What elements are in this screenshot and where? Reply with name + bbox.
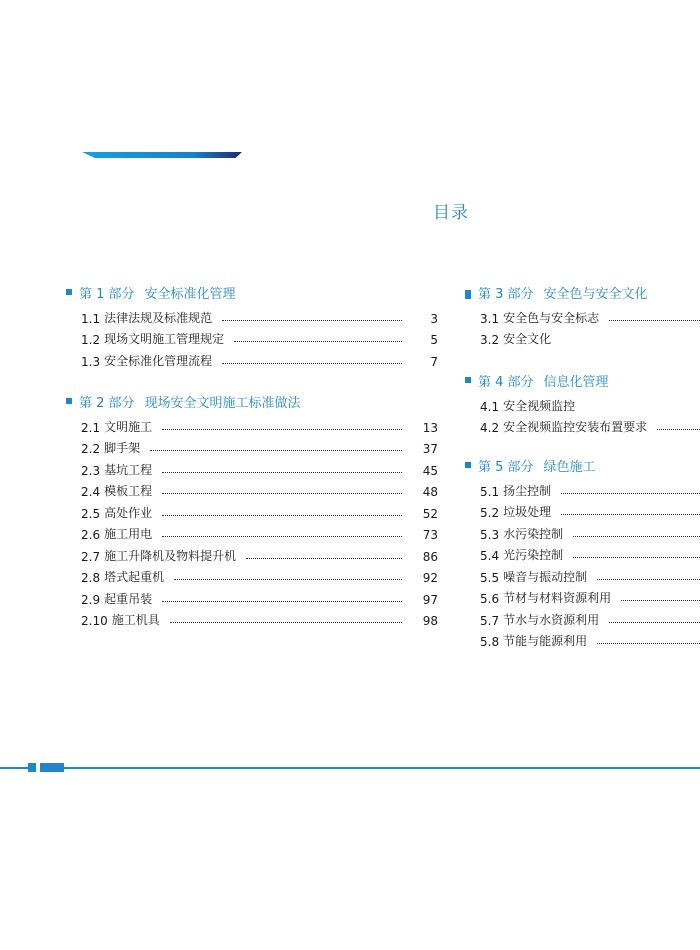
toc-entry[interactable] <box>465 414 700 436</box>
toc-entry[interactable] <box>465 520 700 542</box>
entry-number: 2.2 <box>81 442 101 456</box>
dot-leader <box>234 341 402 342</box>
toc-entry[interactable] <box>66 413 438 435</box>
entry-title: 施工用电 <box>104 527 153 541</box>
entry-number: 4.2 <box>480 421 500 435</box>
part-heading <box>465 370 700 390</box>
toc-entry[interactable] <box>66 499 438 521</box>
entry-title: 文明施工 <box>104 419 153 434</box>
entry-page: 45 <box>422 463 438 478</box>
toc-part-4 <box>465 370 700 435</box>
part-title: 信息化管理 <box>543 374 609 390</box>
dot-leader <box>174 579 402 580</box>
entry-title: 施工机具 <box>111 613 160 627</box>
entry-number: 1.2 <box>81 333 101 347</box>
page-title: 目录 <box>433 203 469 223</box>
entry-page: 73 <box>422 528 438 542</box>
toc-entry[interactable] <box>465 304 700 326</box>
entry-number: 5.7 <box>480 613 500 628</box>
toc-entry[interactable] <box>66 542 438 564</box>
dot-leader <box>621 600 700 601</box>
toc-entry[interactable] <box>66 326 438 348</box>
entry-title: 基坑工程 <box>104 462 153 477</box>
entry-number: 5.8 <box>480 635 500 649</box>
dot-leader <box>597 643 700 644</box>
dot-leader <box>222 320 402 321</box>
toc-entry[interactable] <box>66 304 438 326</box>
entry-title: 水污染控制 <box>503 526 564 541</box>
entry-title: 安全标准化管理流程 <box>104 353 213 368</box>
entry-number: 3.1 <box>480 311 500 326</box>
toc-entry[interactable] <box>465 585 700 607</box>
entry-number: 2.3 <box>81 463 101 478</box>
entry-title: 施工升降机及物料提升机 <box>104 548 237 563</box>
toc-entry[interactable] <box>66 456 438 478</box>
entry-page: 92 <box>422 571 438 585</box>
entry-title: 安全视频监控安装布置要求 <box>503 420 648 434</box>
entry-number: 5.1 <box>480 484 500 499</box>
entry-number: 2.1 <box>81 420 101 435</box>
entry-page: 48 <box>422 485 438 499</box>
part-title: 安全色与安全文化 <box>543 286 648 302</box>
dot-leader <box>170 622 402 623</box>
toc-entry[interactable] <box>66 564 438 586</box>
part-heading <box>465 282 700 302</box>
entry-number: 2.9 <box>81 592 101 607</box>
dot-leader <box>150 450 402 451</box>
entry-title: 安全文化 <box>503 332 552 346</box>
entry-title: 塔式起重机 <box>104 570 165 584</box>
part-label: 第 2 部分 <box>79 395 135 411</box>
footer-page-tab <box>28 763 64 772</box>
part-label: 第 3 部分 <box>478 286 534 302</box>
entry-number: 5.3 <box>480 527 500 542</box>
toc-entry[interactable] <box>66 521 438 543</box>
toc-entry[interactable] <box>465 606 700 628</box>
toc-entry[interactable] <box>465 477 700 499</box>
entry-title: 高处作业 <box>104 505 153 520</box>
toc-entry[interactable] <box>66 607 438 629</box>
toc-entry[interactable] <box>465 542 700 564</box>
dot-leader <box>162 515 402 516</box>
dot-leader <box>609 622 700 623</box>
entry-number: 1.3 <box>81 354 101 369</box>
dot-leader <box>162 429 402 430</box>
dot-leader <box>573 557 700 558</box>
entry-page: 86 <box>422 549 438 564</box>
part-title: 安全标准化管理 <box>144 286 236 302</box>
dot-leader <box>561 514 700 515</box>
entry-title: 现场文明施工管理规定 <box>104 332 225 346</box>
toc-entry[interactable] <box>66 347 438 369</box>
entry-number: 5.2 <box>480 506 500 520</box>
footer-tab-notch <box>36 763 40 772</box>
part-heading <box>66 391 438 411</box>
square-bullet-icon <box>465 377 471 383</box>
entry-number: 2.6 <box>81 528 101 542</box>
entry-number: 2.4 <box>81 485 101 499</box>
entry-number: 5.4 <box>480 549 500 563</box>
entry-number: 2.5 <box>81 506 101 521</box>
part-title: 现场安全文明施工标准做法 <box>144 395 301 411</box>
toc-entry[interactable] <box>66 435 438 457</box>
entry-title: 节水与水资源利用 <box>503 612 600 627</box>
entry-number: 4.1 <box>480 399 500 414</box>
part-heading <box>465 455 700 475</box>
toc-entry[interactable] <box>465 628 700 650</box>
part-label: 第 1 部分 <box>79 286 135 302</box>
toc-entry[interactable] <box>465 326 700 348</box>
square-bullet-icon <box>66 398 72 404</box>
entry-title: 垃圾处理 <box>503 505 552 519</box>
entry-title: 扬尘控制 <box>503 483 552 498</box>
footer-rule <box>0 767 700 769</box>
entry-page: 37 <box>422 442 438 456</box>
entry-title: 节材与材料资源利用 <box>503 591 612 605</box>
dot-leader <box>657 429 700 430</box>
entry-number: 5.5 <box>480 570 500 585</box>
header-accent-bar <box>82 152 242 158</box>
square-bullet-icon <box>66 289 72 295</box>
toc-entry[interactable] <box>465 563 700 585</box>
toc-entry[interactable] <box>465 499 700 521</box>
dot-leader <box>162 493 402 494</box>
part-heading <box>66 282 438 302</box>
part-label: 第 4 部分 <box>478 374 534 390</box>
square-bullet-icon <box>465 290 471 299</box>
entry-page: 13 <box>422 420 438 435</box>
toc-part-3 <box>465 282 700 347</box>
entry-number: 1.1 <box>81 311 101 326</box>
toc-entry[interactable] <box>465 392 700 414</box>
toc-part-1 <box>66 282 438 369</box>
entry-title: 噪音与振动控制 <box>503 569 588 584</box>
dot-leader <box>162 601 402 602</box>
entry-page: 98 <box>422 614 438 628</box>
part-title: 绿色施工 <box>543 459 596 475</box>
dot-leader <box>222 363 402 364</box>
entry-page: 5 <box>430 333 438 347</box>
entry-title: 安全视频监控 <box>503 398 576 413</box>
entry-number: 3.2 <box>480 333 500 347</box>
entry-number: 2.8 <box>81 571 101 585</box>
entry-number: 5.6 <box>480 592 500 606</box>
entry-title: 脚手架 <box>104 441 141 455</box>
entry-title: 起重吊装 <box>104 591 153 606</box>
entry-title: 模板工程 <box>104 484 153 498</box>
toc-entry[interactable] <box>66 585 438 607</box>
toc-part-2 <box>66 391 438 628</box>
entry-number: 2.7 <box>81 549 101 564</box>
entry-page: 97 <box>422 592 438 607</box>
entry-page: 52 <box>422 506 438 521</box>
dot-leader <box>609 320 700 321</box>
toc-entry[interactable] <box>66 478 438 500</box>
dot-leader <box>246 558 402 559</box>
dot-leader <box>162 536 402 537</box>
dot-leader <box>597 579 700 580</box>
toc-part-5 <box>465 455 700 649</box>
part-label: 第 5 部分 <box>478 459 534 475</box>
entry-title: 光污染控制 <box>503 548 564 562</box>
entry-page: 3 <box>430 311 438 326</box>
entry-page: 7 <box>430 354 438 369</box>
dot-leader <box>561 493 700 494</box>
dot-leader <box>162 472 402 473</box>
entry-number: 2.10 <box>81 614 108 628</box>
entry-title: 安全色与安全标志 <box>503 310 600 325</box>
entry-title: 法律法规及标准规范 <box>104 310 213 325</box>
dot-leader <box>573 536 700 537</box>
entry-title: 节能与能源利用 <box>503 634 588 648</box>
square-bullet-icon <box>465 462 471 468</box>
